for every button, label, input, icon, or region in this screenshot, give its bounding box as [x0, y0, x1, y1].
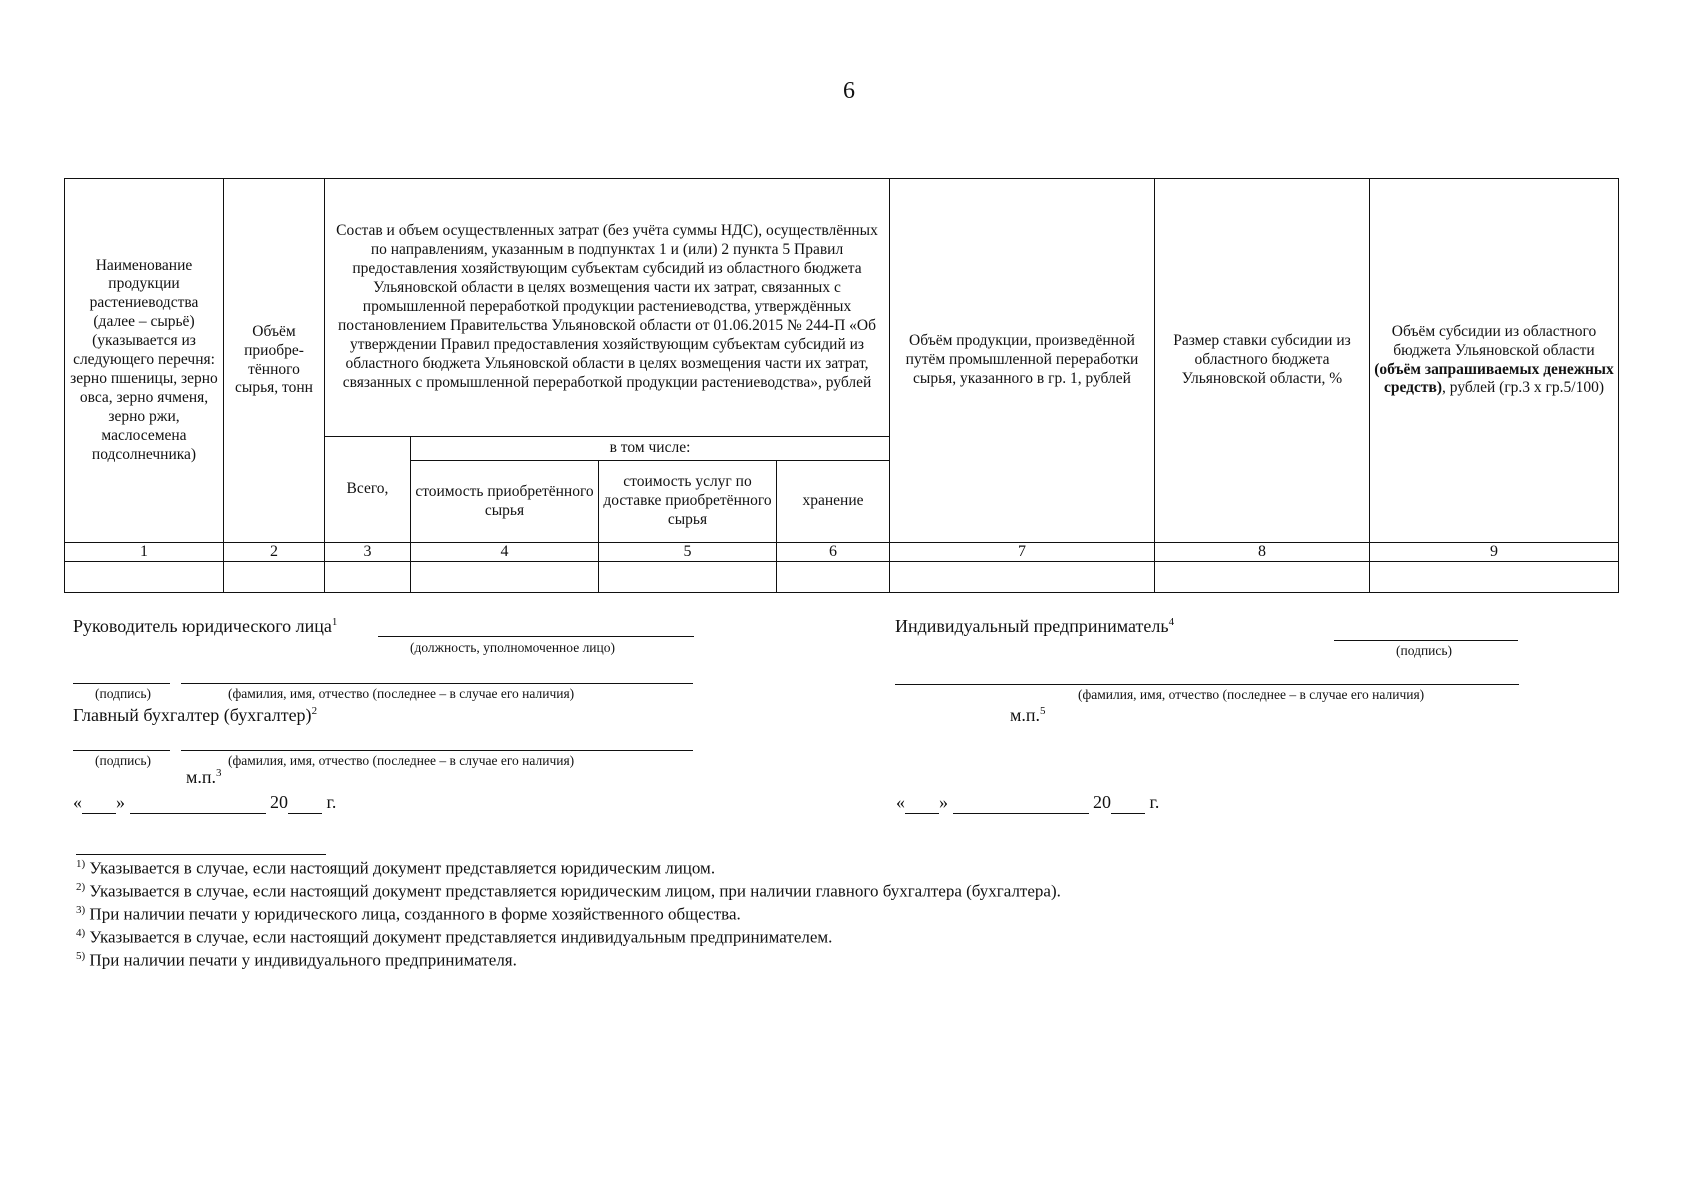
footnote-4-mark: 4)	[76, 927, 86, 939]
head-fio-line[interactable]	[181, 683, 693, 684]
header-product-name: Наименование продукции растениеводства (далее – сырьё) (указывается из следующего перечня: зерно пшеницы, зерно овса, зерно ячменя, зерно ржи, маслосемена подсолнечника)	[65, 179, 224, 543]
data-cell[interactable]	[224, 562, 325, 593]
entrepreneur-label	[895, 616, 1174, 637]
footnote-3-text: При наличии печати у юридического лица, созданного в форме хозяйственного общества.	[85, 904, 741, 924]
subsidy-amount-text-a: Объём субсидии из областного бюджета Ульяновской области	[1391, 322, 1597, 359]
footnote-4	[76, 927, 832, 948]
head-label	[73, 616, 337, 637]
date-left-close: »	[116, 792, 125, 812]
column-number: 9	[1370, 543, 1619, 562]
column-number: 2	[224, 543, 325, 562]
header-total: Всего,	[325, 437, 411, 543]
page-number: 6	[843, 78, 855, 104]
date-left-day-field[interactable]	[82, 792, 116, 814]
column-number: 5	[599, 543, 777, 562]
date-right	[896, 792, 1159, 814]
date-right-suffix: г.	[1149, 792, 1160, 812]
data-cell[interactable]	[890, 562, 1155, 593]
date-left-month-field[interactable]	[130, 792, 266, 814]
header-storage: хранение	[777, 461, 890, 543]
header-costs: Состав и объем осуществленных затрат (без учёта суммы НДС), осуществлённых по направлениям, указанным в подпунктах 1 и (или) 2 пункта 5 Правил предоставления хозяйствующим субъектам субсидий из областного бюджета Ульяновской области в целях возмещения части их затрат, связанных с промышленной переработкой продукции растениеводства, утверждённых постановлением Правительства Ульяновской области от 01.06.2015 № 244-П «Об утверждении Правил предоставления хозяйствующим субъектам субсидий из областного бюджета Ульяновской области в целях возмещения части их затрат, связанных с промышленной переработкой продукции растениеводства», рублей	[325, 179, 890, 437]
column-number: 7	[890, 543, 1155, 562]
entrepreneur-signature-line[interactable]	[1334, 640, 1518, 641]
footnote-3	[76, 904, 741, 925]
position-caption: (должность, уполномоченное лицо)	[410, 640, 615, 655]
date-right-day-field[interactable]	[905, 792, 939, 814]
data-cell[interactable]	[65, 562, 224, 593]
date-right-open: «	[896, 792, 905, 812]
footnote-5-mark: 5)	[76, 950, 86, 962]
date-left-year-field[interactable]	[288, 792, 322, 814]
accountant-signature-caption: (подпись)	[95, 753, 152, 768]
stamp-left-text: м.п.	[186, 767, 217, 787]
date-right-year: 20	[1093, 792, 1111, 812]
date-right-close: »	[939, 792, 948, 812]
stamp-left-sup: 3	[216, 767, 222, 779]
footnote-5-text: При наличии печати у индивидуального предпринимателя.	[85, 950, 517, 970]
data-cell[interactable]	[1155, 562, 1370, 593]
stamp-right-sup: 5	[1040, 705, 1046, 717]
accountant-label-text: Главный бухгалтер (бухгалтер)	[73, 705, 312, 725]
date-left	[73, 792, 336, 814]
date-right-month-field[interactable]	[953, 792, 1089, 814]
accountant-fio-line[interactable]	[181, 750, 693, 751]
header-delivery-cost: стоимость услуг по доставке приобретённого сырья	[599, 461, 777, 543]
date-left-year: 20	[270, 792, 288, 812]
column-number: 4	[411, 543, 599, 562]
column-number: 8	[1155, 543, 1370, 562]
header-subsidy-rate: Размер ставки субсидии из областного бюджета Ульяновской области, %	[1155, 179, 1370, 543]
header-subsidy-amount	[1370, 179, 1619, 543]
accountant-label	[73, 705, 317, 726]
footnote-2-mark: 2)	[76, 881, 86, 893]
head-label-text: Руководитель юридического лица	[73, 616, 332, 636]
position-line[interactable]	[378, 636, 694, 637]
header-raw-cost: стоимость приобретённого сырья	[411, 461, 599, 543]
entrepreneur-fio-line[interactable]	[895, 684, 1519, 685]
subsidy-amount-text-b: , рублей (гр.3 х гр.5/100)	[1442, 379, 1605, 397]
header-raw-volume: Объём приобре-тённого сырья, тонн	[224, 179, 325, 543]
column-number: 3	[325, 543, 411, 562]
data-cell[interactable]	[777, 562, 890, 593]
footnote-1-text: Указывается в случае, если настоящий документ представляется юридическим лицом.	[85, 858, 716, 878]
entrepreneur-signature-caption: (подпись)	[1396, 643, 1453, 658]
column-number: 1	[65, 543, 224, 562]
head-fio-caption: (фамилия, имя, отчество (последнее – в случае его наличия)	[228, 686, 575, 701]
footnote-separator	[76, 854, 326, 855]
date-left-suffix: г.	[326, 792, 337, 812]
subsidy-table	[64, 178, 1619, 593]
footnote-5	[76, 950, 517, 971]
header-including: в том числе:	[411, 437, 890, 461]
stamp-right	[1010, 705, 1046, 726]
data-cell[interactable]	[411, 562, 599, 593]
entrepreneur-label-sup: 4	[1168, 616, 1175, 628]
column-number: 6	[777, 543, 890, 562]
header-product-volume: Объём продукции, произведённой путём промышленной переработки сырья, указанного в гр. 1, рублей	[890, 179, 1155, 543]
accountant-fio-caption: (фамилия, имя, отчество (последнее – в случае его наличия)	[228, 753, 575, 768]
data-cell[interactable]	[325, 562, 411, 593]
column-numbers-row	[65, 543, 1619, 562]
head-signature-caption: (подпись)	[95, 686, 152, 701]
footnote-1	[76, 858, 715, 879]
stamp-left	[186, 767, 222, 788]
footnote-1-mark: 1)	[76, 858, 86, 870]
footnote-3-mark: 3)	[76, 904, 86, 916]
footnote-2	[76, 881, 1061, 902]
footnote-4-text: Указывается в случае, если настоящий документ представляется индивидуальным предпринимателем.	[85, 927, 833, 947]
data-cell[interactable]	[599, 562, 777, 593]
entrepreneur-label-text: Индивидуальный предприниматель	[895, 616, 1169, 636]
data-row	[65, 562, 1619, 593]
entrepreneur-fio-caption: (фамилия, имя, отчество (последнее – в случае его наличия)	[1078, 687, 1425, 702]
accountant-label-sup: 2	[311, 705, 318, 717]
footnote-2-text: Указывается в случае, если настоящий документ представляется юридическим лицом, при наличии главного бухгалтера (бухгалтера).	[85, 881, 1061, 901]
accountant-signature-line[interactable]	[73, 750, 170, 751]
head-signature-line[interactable]	[73, 683, 170, 684]
stamp-right-text: м.п.	[1010, 705, 1041, 725]
subsidy-amount-text-bold: (объём запрашиваемых денежных средств)	[1374, 360, 1614, 397]
date-right-year-field[interactable]	[1111, 792, 1145, 814]
head-label-sup: 1	[331, 616, 338, 628]
data-cell[interactable]	[1370, 562, 1619, 593]
date-left-open: «	[73, 792, 82, 812]
